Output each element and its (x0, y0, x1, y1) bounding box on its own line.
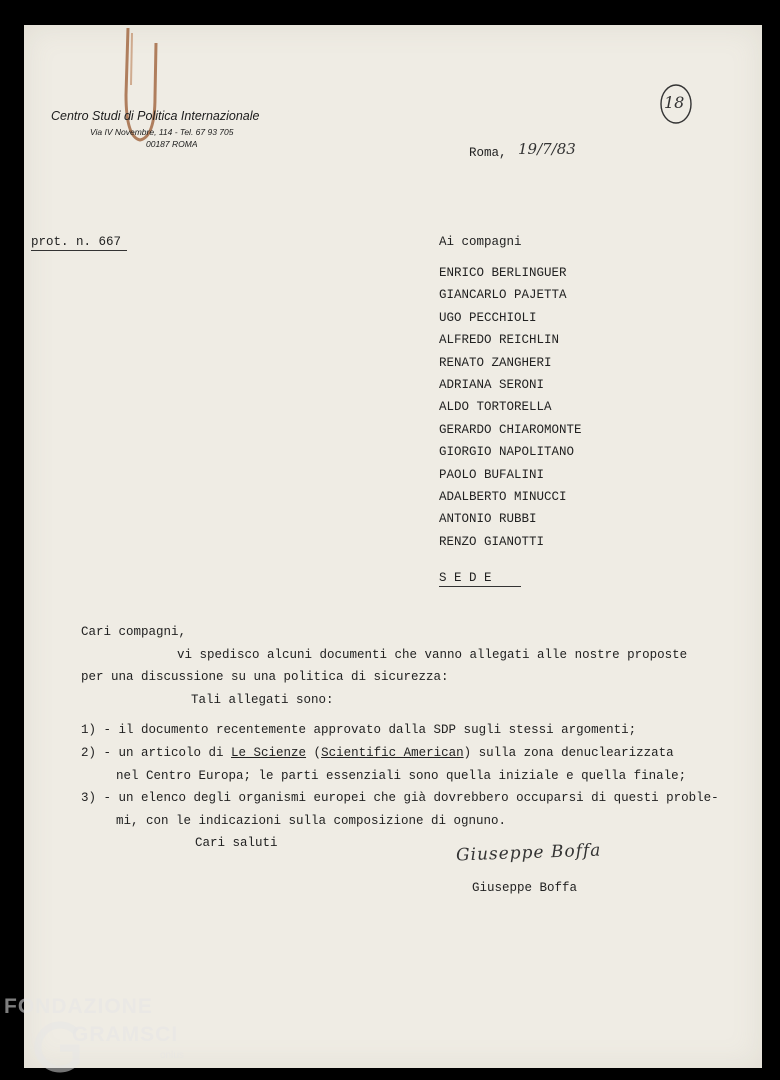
attachment-item-2-suffix: ) sulla zona denuclearizzata (463, 746, 674, 760)
list-item: PAOLO BUFALINI (439, 467, 545, 482)
protocol-underline (31, 250, 127, 251)
location-marker: S E D E (439, 571, 492, 585)
letterhead-organization: Centro Studi di Politica Internazionale (51, 109, 260, 123)
date-place: Roma, (469, 146, 507, 160)
journal-source: Scientific American (321, 746, 464, 760)
list-item: GIANCARLO PAJETTA (439, 288, 567, 303)
recipient-list (439, 266, 582, 557)
attachment-item-2-continued: nel Centro Europa; le parti essenziali sono quella iniziale e quella finale; (116, 769, 687, 783)
watermark-line-3: onlus (160, 1050, 184, 1061)
list-item: ADRIANA SERONI (439, 377, 545, 392)
attachment-item-2 (81, 746, 674, 760)
list-item: ADALBERTO MINUCCI (439, 489, 567, 504)
page-number: 18 (664, 93, 685, 112)
list-item: RENATO ZANGHERI (439, 355, 552, 370)
list-item: GIORGIO NAPOLITANO (439, 445, 575, 460)
letterhead-city: 00187 ROMA (146, 139, 198, 149)
body-line-1: vi spedisco alcuni documenti che vanno allegati alle nostre proposte (177, 648, 688, 662)
list-item: ENRICO BERLINGUER (439, 266, 567, 280)
list-item: UGO PECCHIOLI (439, 310, 537, 325)
watermark-line-2: GRAMSCI (72, 1023, 179, 1046)
attachment-item-2-paren: ( (306, 746, 322, 760)
list-item: GERARDO CHIAROMONTE (439, 422, 582, 437)
list-item: RENZO GIANOTTI (439, 534, 545, 549)
salutation: Cari compagni, (81, 625, 187, 639)
protocol-number: prot. n. 667 (31, 235, 122, 249)
date-value: 19/7/83 (518, 140, 576, 158)
attachment-item-2-prefix: 2) - un articolo di (81, 746, 232, 760)
letterhead-address: Via IV Novembre, 114 - Tel. 67 93 705 (90, 127, 234, 137)
handwritten-signature: Giuseppe Boffa (455, 840, 602, 866)
closing: Cari saluti (195, 836, 278, 850)
location-underline (439, 586, 521, 587)
watermark-line-1: FONDAZIONE (4, 995, 153, 1018)
attachment-item-3-continued: mi, con le indicazioni sulla composizione di ognuno. (116, 814, 507, 828)
list-item: ANTONIO RUBBI (439, 512, 537, 527)
body-line-3: Tali allegati sono: (191, 693, 334, 707)
letter-page (24, 25, 762, 1068)
addressee-heading: Ai compagni (439, 235, 522, 249)
body-line-2: per una discussione su una politica di sicurezza: (81, 670, 449, 684)
attachment-item-1: 1) - il documento recentemente approvato dalla SDP sugli stessi argomenti; (81, 723, 637, 737)
typed-signature-name: Giuseppe Boffa (472, 881, 578, 895)
attachment-item-3: 3) - un elenco degli organismi europei che già dovrebbero occuparsi di questi proble- (81, 791, 719, 805)
journal-title: Le Scienze (231, 746, 307, 760)
list-item: ALFREDO REICHLIN (439, 333, 560, 348)
list-item: ALDO TORTORELLA (439, 400, 552, 415)
